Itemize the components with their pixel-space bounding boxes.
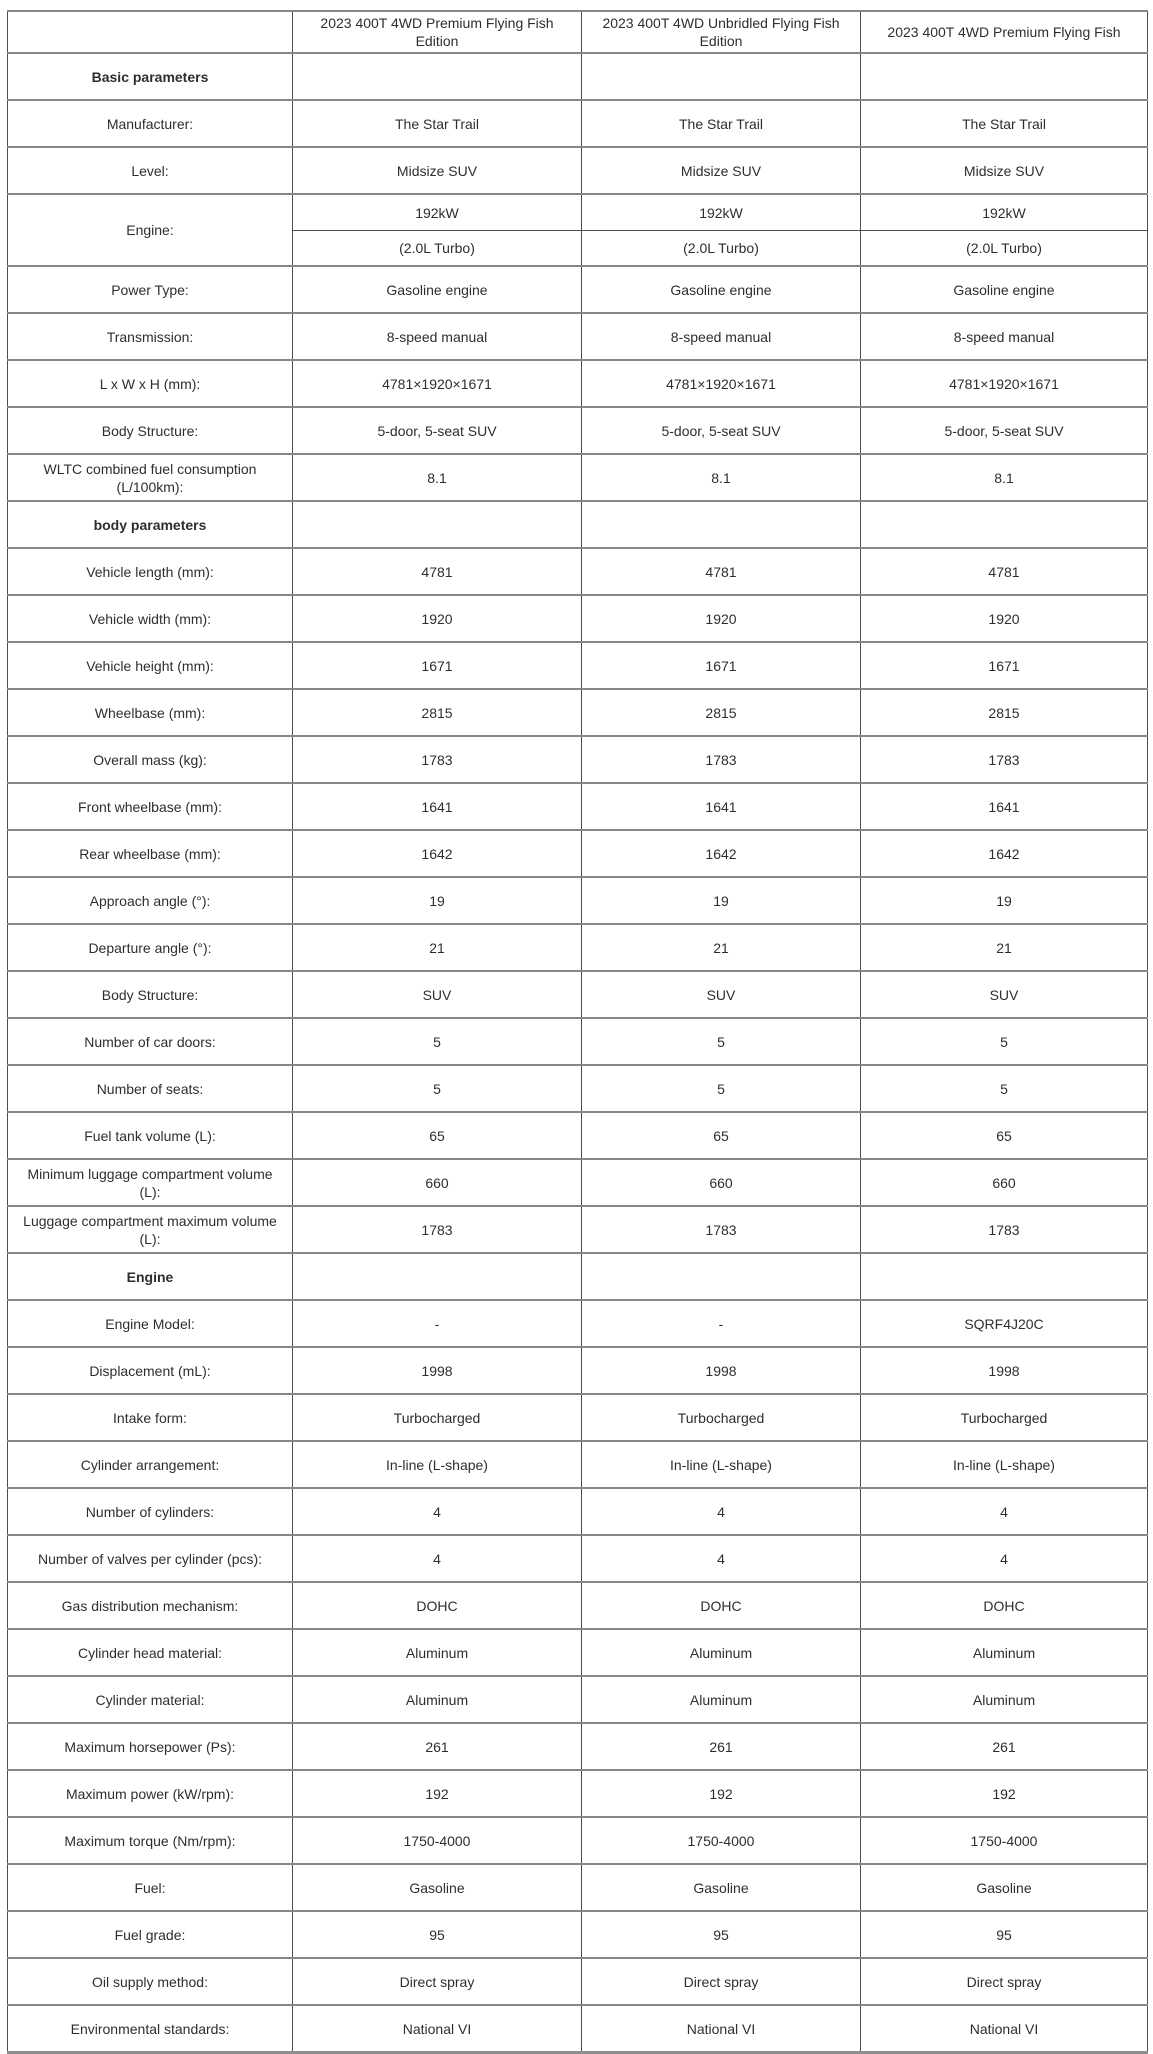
spec-comparison-table [7, 10, 1148, 2054]
row-label: Displacement (mL): [8, 1347, 293, 1394]
spec-row [8, 1582, 1148, 1629]
row-label: Overall mass (kg): [8, 736, 293, 783]
cell-value: 21 [861, 924, 1148, 971]
cell-value: 65 [293, 1112, 582, 1159]
cell-value: 8-speed manual [582, 313, 861, 360]
cell-value: 192kW [861, 194, 1148, 230]
section-empty-cell [293, 1253, 582, 1300]
spec-row [8, 1347, 1148, 1394]
row-label: Front wheelbase (mm): [8, 783, 293, 830]
section-empty-cell [293, 501, 582, 548]
row-label: Number of cylinders: [8, 1488, 293, 1535]
spec-row [8, 830, 1148, 877]
section-row [8, 1253, 1148, 1300]
spec-row [8, 1206, 1148, 1253]
cell-value: Aluminum [293, 1629, 582, 1676]
cell-value: 660 [861, 1159, 1148, 1206]
cell-value: 19 [861, 877, 1148, 924]
row-label: Number of seats: [8, 1065, 293, 1112]
cell-value: Gasoline [293, 1864, 582, 1911]
spec-row [8, 1817, 1148, 1864]
cell-value: 65 [582, 1112, 861, 1159]
cell-value: (2.0L Turbo) [293, 230, 582, 266]
section-empty-cell [293, 53, 582, 100]
cell-value: Aluminum [293, 1676, 582, 1723]
cell-value: National VI [582, 2005, 861, 2052]
cell-value: 1998 [582, 1347, 861, 1394]
row-label: Body Structure: [8, 407, 293, 454]
cell-value: 4781×1920×1671 [293, 360, 582, 407]
cell-value: 4781×1920×1671 [861, 360, 1148, 407]
cell-value: In-line (L-shape) [582, 1441, 861, 1488]
cell-value: 8.1 [293, 454, 582, 501]
cell-value: SQRF4J20C [861, 1300, 1148, 1347]
section-empty-cell [861, 501, 1148, 548]
spec-row [8, 689, 1148, 736]
cell-value: 1750-4000 [582, 1817, 861, 1864]
cell-value: - [293, 1300, 582, 1347]
row-label: Wheelbase (mm): [8, 689, 293, 736]
cell-value: SUV [861, 971, 1148, 1018]
cell-value: 19 [293, 877, 582, 924]
row-label: Number of car doors: [8, 1018, 293, 1065]
row-label: Body Structure: [8, 971, 293, 1018]
spec-row [8, 1911, 1148, 1958]
spec-row [8, 924, 1148, 971]
spec-row [8, 1300, 1148, 1347]
cell-value: Direct spray [861, 1958, 1148, 2005]
cell-value: SUV [582, 971, 861, 1018]
spec-row [8, 1770, 1148, 1817]
section-empty-cell [861, 53, 1148, 100]
row-label: Cylinder arrangement: [8, 1441, 293, 1488]
cell-value: Direct spray [293, 1958, 582, 2005]
cell-value: 5 [582, 1065, 861, 1112]
cell-value: 1671 [861, 642, 1148, 689]
cell-value: 192 [861, 1770, 1148, 1817]
cell-value: 2815 [293, 689, 582, 736]
cell-value: 4781×1920×1671 [582, 360, 861, 407]
spec-row [8, 454, 1148, 501]
cell-value: The Star Trail [582, 100, 861, 147]
section-empty-cell [582, 1253, 861, 1300]
spec-row [8, 360, 1148, 407]
spec-row [8, 1065, 1148, 1112]
cell-value: 19 [582, 877, 861, 924]
cell-value: 4781 [582, 548, 861, 595]
cell-value: - [582, 1300, 861, 1347]
cell-value: 1641 [293, 783, 582, 830]
cell-value: 4 [582, 1535, 861, 1582]
spec-row [8, 313, 1148, 360]
cell-value: 5 [861, 1018, 1148, 1065]
cell-value: 4781 [293, 548, 582, 595]
cell-value: 8-speed manual [293, 313, 582, 360]
cell-value: 1750-4000 [861, 1817, 1148, 1864]
cell-value: 5-door, 5-seat SUV [293, 407, 582, 454]
cell-value: Turbocharged [293, 1394, 582, 1441]
cell-value: Gasoline [861, 1864, 1148, 1911]
cell-value: 261 [293, 1723, 582, 1770]
cell-value: 4 [293, 1535, 582, 1582]
column-header: 2023 400T 4WD Premium Flying Fish [861, 11, 1148, 53]
cell-value: 95 [861, 1911, 1148, 1958]
cell-value: 4781 [861, 548, 1148, 595]
spec-row [8, 1018, 1148, 1065]
cell-value: 1783 [293, 736, 582, 783]
cell-value: SUV [293, 971, 582, 1018]
section-row [8, 53, 1148, 100]
cell-value: National VI [293, 2005, 582, 2052]
column-header: 2023 400T 4WD Premium Flying Fish Edition [293, 11, 582, 53]
row-label: Transmission: [8, 313, 293, 360]
row-label: Maximum torque (Nm/rpm): [8, 1817, 293, 1864]
cell-value: Turbocharged [861, 1394, 1148, 1441]
spec-row [8, 548, 1148, 595]
row-label: Intake form: [8, 1394, 293, 1441]
section-title: body parameters [8, 501, 293, 548]
cell-value: 21 [293, 924, 582, 971]
cell-value: Midsize SUV [293, 147, 582, 194]
cell-value: Gasoline [582, 1864, 861, 1911]
row-label: Departure angle (°): [8, 924, 293, 971]
cell-value: 8.1 [861, 454, 1148, 501]
row-label: Minimum luggage compartment volume (L): [8, 1159, 293, 1206]
row-label: Luggage compartment maximum volume (L): [8, 1206, 293, 1253]
row-label: WLTC combined fuel consumption (L/100km): [8, 454, 293, 501]
cell-value: 261 [861, 1723, 1148, 1770]
spec-row [8, 1676, 1148, 1723]
cell-value: 660 [293, 1159, 582, 1206]
cell-value: 1671 [293, 642, 582, 689]
cell-value: Midsize SUV [861, 147, 1148, 194]
cell-value: 261 [582, 1723, 861, 1770]
row-label: Fuel grade: [8, 1911, 293, 1958]
cell-value: (2.0L Turbo) [582, 230, 861, 266]
cell-value: 8-speed manual [861, 313, 1148, 360]
cell-value: 4 [861, 1488, 1148, 1535]
cell-value: 1671 [582, 642, 861, 689]
section-row [8, 501, 1148, 548]
cell-value: 2815 [861, 689, 1148, 736]
row-label: Power Type: [8, 266, 293, 313]
spec-row [8, 2005, 1148, 2052]
cell-value: 1783 [861, 1206, 1148, 1253]
row-label: Maximum power (kW/rpm): [8, 1770, 293, 1817]
spec-row [8, 642, 1148, 689]
row-label: Gas distribution mechanism: [8, 1582, 293, 1629]
cell-value: 1783 [582, 736, 861, 783]
row-label: L x W x H (mm): [8, 360, 293, 407]
row-label: Approach angle (°): [8, 877, 293, 924]
row-label: Vehicle width (mm): [8, 595, 293, 642]
cell-value: 1998 [293, 1347, 582, 1394]
section-title: Basic parameters [8, 53, 293, 100]
spec-row [8, 971, 1148, 1018]
cell-value: 1642 [582, 830, 861, 877]
spec-row-split-top [8, 194, 1148, 230]
cell-value: 192kW [293, 194, 582, 230]
cell-value: 5 [861, 1065, 1148, 1112]
cell-value: DOHC [582, 1582, 861, 1629]
cell-value: 8.1 [582, 454, 861, 501]
cell-value: 660 [582, 1159, 861, 1206]
row-label: Engine Model: [8, 1300, 293, 1347]
section-empty-cell [582, 53, 861, 100]
cell-value: 1641 [861, 783, 1148, 830]
cell-value: 1998 [861, 1347, 1148, 1394]
cell-value: 1641 [582, 783, 861, 830]
spec-row [8, 1441, 1148, 1488]
cell-value: DOHC [293, 1582, 582, 1629]
cell-value: 192 [582, 1770, 861, 1817]
cell-value: 95 [293, 1911, 582, 1958]
cell-value: 4 [582, 1488, 861, 1535]
cell-value: National VI [861, 2005, 1148, 2052]
cell-value: 1920 [861, 595, 1148, 642]
spec-row [8, 783, 1148, 830]
cell-value: The Star Trail [293, 100, 582, 147]
spec-row [8, 266, 1148, 313]
cell-value: 65 [861, 1112, 1148, 1159]
spec-row [8, 595, 1148, 642]
spec-row [8, 877, 1148, 924]
cell-value: 4 [293, 1488, 582, 1535]
row-label: Cylinder material: [8, 1676, 293, 1723]
cell-value: Gasoline engine [293, 266, 582, 313]
spec-row [8, 1535, 1148, 1582]
cell-value: Aluminum [582, 1676, 861, 1723]
cell-value: 192 [293, 1770, 582, 1817]
spec-row [8, 100, 1148, 147]
cell-value: 21 [582, 924, 861, 971]
spec-row [8, 1723, 1148, 1770]
cell-value: 1642 [293, 830, 582, 877]
row-label: Environmental standards: [8, 2005, 293, 2052]
cell-value: 2815 [582, 689, 861, 736]
header-row [8, 11, 1148, 53]
cell-value: Gasoline engine [582, 266, 861, 313]
spec-row [8, 1488, 1148, 1535]
spec-row [8, 1112, 1148, 1159]
row-label: Manufacturer: [8, 100, 293, 147]
cell-value: In-line (L-shape) [861, 1441, 1148, 1488]
row-label: Vehicle height (mm): [8, 642, 293, 689]
cell-value: 1750-4000 [293, 1817, 582, 1864]
row-label: Number of valves per cylinder (pcs): [8, 1535, 293, 1582]
cell-value: 1783 [861, 736, 1148, 783]
row-label: Rear wheelbase (mm): [8, 830, 293, 877]
cell-value: 5 [293, 1018, 582, 1065]
cell-value: DOHC [861, 1582, 1148, 1629]
cell-value: 1783 [293, 1206, 582, 1253]
cell-value: 5 [293, 1065, 582, 1112]
row-label: Cylinder head material: [8, 1629, 293, 1676]
row-label: Fuel tank volume (L): [8, 1112, 293, 1159]
spec-row [8, 407, 1148, 454]
cell-value: 5-door, 5-seat SUV [582, 407, 861, 454]
section-empty-cell [861, 1253, 1148, 1300]
spec-row [8, 1629, 1148, 1676]
cell-value: Aluminum [861, 1676, 1148, 1723]
section-title: Engine [8, 1253, 293, 1300]
row-label: Oil supply method: [8, 1958, 293, 2005]
spec-row [8, 1159, 1148, 1206]
cell-value: The Star Trail [861, 100, 1148, 147]
cell-value: 95 [582, 1911, 861, 1958]
cell-value: 5 [582, 1018, 861, 1065]
spec-row [8, 736, 1148, 783]
cell-value: 1642 [861, 830, 1148, 877]
spec-row [8, 1394, 1148, 1441]
cell-value: 192kW [582, 194, 861, 230]
spec-row [8, 1958, 1148, 2005]
cell-value: Direct spray [582, 1958, 861, 2005]
row-label: Maximum horsepower (Ps): [8, 1723, 293, 1770]
cell-value: 1920 [582, 595, 861, 642]
spec-row [8, 1864, 1148, 1911]
cell-value: (2.0L Turbo) [861, 230, 1148, 266]
cell-value: Midsize SUV [582, 147, 861, 194]
column-header: 2023 400T 4WD Unbridled Flying Fish Edition [582, 11, 861, 53]
row-label: Engine: [8, 194, 293, 266]
row-label: Fuel: [8, 1864, 293, 1911]
row-label: Level: [8, 147, 293, 194]
spec-row [8, 147, 1148, 194]
cell-value: In-line (L-shape) [293, 1441, 582, 1488]
section-empty-cell [582, 501, 861, 548]
cell-value: Aluminum [582, 1629, 861, 1676]
row-label: Vehicle length (mm): [8, 548, 293, 595]
cell-value: 1920 [293, 595, 582, 642]
cell-value: 5-door, 5-seat SUV [861, 407, 1148, 454]
cell-value: 1783 [582, 1206, 861, 1253]
corner-cell [8, 11, 293, 53]
spec-table-body [8, 11, 1148, 2052]
cell-value: Aluminum [861, 1629, 1148, 1676]
cell-value: Turbocharged [582, 1394, 861, 1441]
cell-value: 4 [861, 1535, 1148, 1582]
cell-value: Gasoline engine [861, 266, 1148, 313]
